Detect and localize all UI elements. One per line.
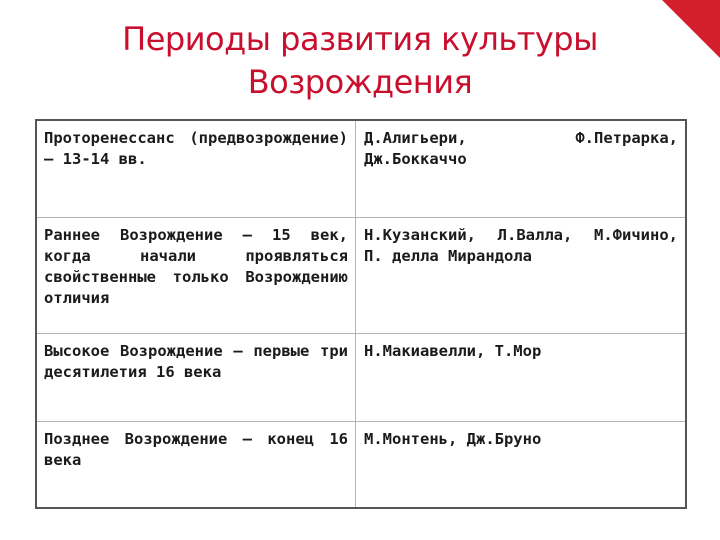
- period-cell: Высокое Возрождение – первые три десятилетия 16 века: [36, 333, 356, 421]
- period-cell: Позднее Возрождение – конец 16 века: [36, 421, 356, 508]
- slide-title-line-2: Возрождения: [247, 63, 473, 101]
- names-cell: Н.Кузанский, Л.Валла, М.Фичино, П. делла Мирандола: [356, 217, 687, 333]
- names-cell: Д.Алигьери, Ф.Петрарка, Дж.Боккаччо: [356, 120, 687, 217]
- table-row: [36, 217, 686, 333]
- names-cell: Н.Макиавелли, Т.Мор: [356, 333, 687, 421]
- names-cell: М.Монтень, Дж.Бруно: [356, 421, 687, 508]
- slide-title-line-1: Периоды развития культуры: [122, 20, 598, 58]
- period-cell: Раннее Возрождение – 15 век, когда начали проявляться свойственные только Возрождению отличия: [36, 217, 356, 333]
- period-cell: Проторенессанс (предвозрождение) – 13-14 вв.: [36, 120, 356, 217]
- table-row: [36, 333, 686, 421]
- table-row: [36, 120, 686, 217]
- slide-title: [0, 18, 720, 104]
- table-row: [36, 421, 686, 508]
- periods-table: [35, 119, 687, 509]
